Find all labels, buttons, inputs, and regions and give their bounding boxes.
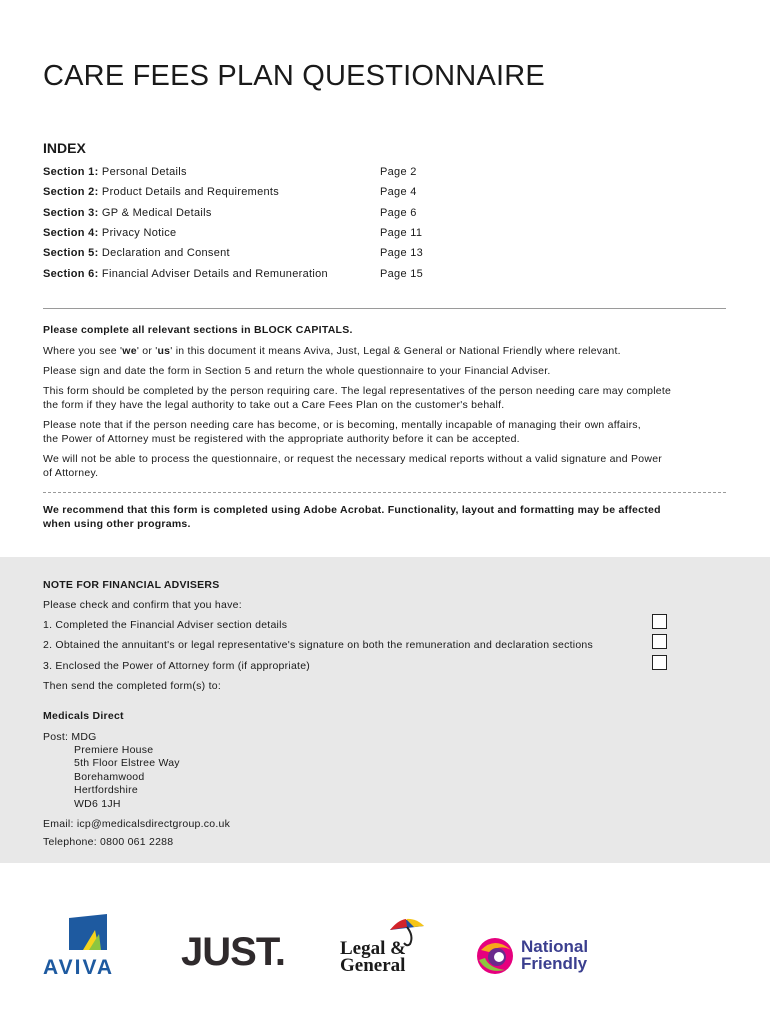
index-section-name: Financial Adviser Details and Remuneration <box>98 267 328 280</box>
index-section-number: Section 3: <box>43 206 99 219</box>
index-section-number: Section 4: <box>43 227 99 240</box>
index-section-name: GP & Medical Details <box>98 206 212 219</box>
index-list <box>43 162 463 284</box>
index-page-number: Page 11 <box>380 227 423 240</box>
acrobat-recommendation: We recommend that this form is completed using Adobe Acrobat. Functionality, layout and formatting may be affected when using other programs. <box>43 504 661 530</box>
adviser-note-intro: Please check and confirm that you have: <box>43 599 242 611</box>
block-capitals-notice: Please complete all relevant sections in BLOCK CAPITALS. <box>43 324 353 336</box>
national-friendly-swirl-icon <box>475 936 517 976</box>
adviser-note-heading: NOTE FOR FINANCIAL ADVISERS <box>43 579 220 591</box>
index-row <box>43 263 463 283</box>
index-row <box>43 162 463 182</box>
aviva-emblem-icon <box>43 914 135 954</box>
checklist-item: 2. Obtained the annuitant's or legal representative's signature on both the remuneration and declaration sections <box>43 639 594 651</box>
address-line: Hertfordshire <box>74 784 138 797</box>
address-line: Premiere House <box>74 744 154 756</box>
index-section-number: Section 1: <box>43 166 99 179</box>
mental-capacity-note: Please note that if the person needing care has become, or is becoming, mentally incapable of managing their own affairs, the Power of Attorney must be registered with the appropriate authority before it can be accepted. <box>43 419 641 445</box>
index-page-number: Page 4 <box>380 186 417 199</box>
index-section-number: Section 5: <box>43 247 99 260</box>
index-row <box>43 223 463 243</box>
address-line: 5th Floor Elstree Way <box>74 757 180 770</box>
checkbox-financial-adviser-details[interactable] <box>652 614 667 629</box>
index-page-number: Page 13 <box>380 247 424 260</box>
index-row <box>43 203 463 223</box>
completed-by-instruction: This form should be completed by the person requiring care. The legal representatives of the person needing care may complete the form if they have the legal authority to take out a Care Fees Plan on the customer's behalf. <box>43 385 672 411</box>
we-us-definition: Where you see 'we' or 'us' in this document it means Aviva, Just, Legal & General or National Friendly where relevant. <box>43 345 621 357</box>
dashed-divider <box>43 492 726 493</box>
index-section-name: Product Details and Requirements <box>98 186 280 199</box>
just-logo: JUST. <box>181 930 285 974</box>
index-row <box>43 243 463 263</box>
legal-general-wordmark: Legal & General <box>340 938 406 976</box>
aviva-wordmark: AVIVA <box>43 956 115 979</box>
index-section-name: Privacy Notice <box>98 227 177 240</box>
checkbox-power-of-attorney[interactable] <box>652 655 667 670</box>
national-friendly-emblem <box>475 936 517 976</box>
checklist-item: 1. Completed the Financial Adviser section details <box>43 619 288 631</box>
post-label: Post: MDG <box>43 731 97 743</box>
index-page-number: Page 2 <box>380 166 417 179</box>
divider <box>43 308 726 309</box>
unable-to-process-note: We will not be able to process the questionnaire, or request the necessary medical reports without a valid signature and Power of Attorney. <box>43 453 663 479</box>
index-page-number: Page 15 <box>380 267 424 280</box>
email-line: Email: icp@medicalsdirectgroup.co.uk <box>43 818 231 830</box>
postal-address <box>74 744 180 811</box>
checklist-item: 3. Enclosed the Power of Attorney form (if appropriate) <box>43 660 311 672</box>
index-section-number: Section 2: <box>43 186 99 199</box>
index-heading: INDEX <box>43 140 86 156</box>
address-line: Borehamwood <box>74 770 145 783</box>
index-row <box>43 182 463 202</box>
index-section-name: Declaration and Consent <box>98 247 230 260</box>
recipient-name: Medicals Direct <box>43 710 124 722</box>
index-page-number: Page 6 <box>380 206 417 219</box>
telephone-line: Telephone: 0800 061 2288 <box>43 836 174 848</box>
national-friendly-wordmark: National Friendly <box>521 937 589 973</box>
index-section-name: Personal Details <box>98 166 187 179</box>
send-to-text: Then send the completed form(s) to: <box>43 680 221 692</box>
page-title: CARE FEES PLAN QUESTIONNAIRE <box>43 60 545 92</box>
sign-date-instruction: Please sign and date the form in Section 5 and return the whole questionnaire to your Financial Adviser. <box>43 365 551 377</box>
address-line: WD6 1JH <box>74 797 121 810</box>
index-section-number: Section 6: <box>43 267 99 280</box>
checkbox-signature-obtained[interactable] <box>652 634 667 649</box>
